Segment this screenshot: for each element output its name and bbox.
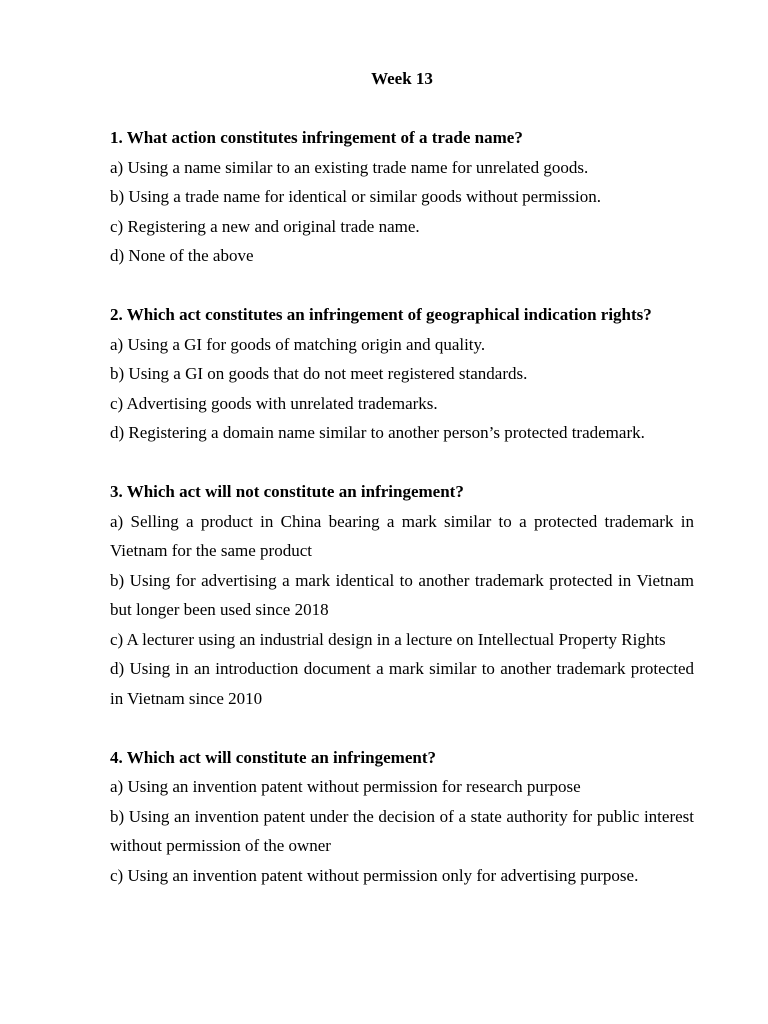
question-text: 4. Which act will constitute an infringement? xyxy=(110,747,436,767)
answer-option-d: d) Using in an introduction document a mark similar to another trademark protected in Vietnam since 2010 xyxy=(110,659,694,708)
answer-option-c: c) Advertising goods with unrelated trademarks. xyxy=(110,393,438,413)
question-text: 1. What action constitutes infringement of a trade name? xyxy=(110,128,523,147)
answer-option-a: a) Using an invention patent without permission for research purpose xyxy=(110,777,581,796)
answer-option-b: b) Using a trade name for identical or similar goods without permission. xyxy=(110,187,602,206)
question-3 xyxy=(110,477,694,713)
answer-option-a: a) Using a GI for goods of matching origin and quality. xyxy=(110,334,486,354)
answer-option-b: b) Using an invention patent under the decision of a state authority for public interest without permission of the owner xyxy=(110,806,694,855)
answer-option-d: d) Registering a domain name similar to another person’s protected trademark. xyxy=(110,423,645,442)
question-text: 3. Which act will not constitute an infringement? xyxy=(110,482,464,501)
question-2 xyxy=(110,300,694,448)
answer-option-c: c) Using an invention patent without permission only for advertising purpose. xyxy=(110,865,639,885)
answer-option-b: b) Using a GI on goods that do not meet registered standards. xyxy=(110,364,528,383)
question-1 xyxy=(110,123,694,271)
page-title: Week 13 xyxy=(371,69,433,88)
question-4 xyxy=(110,743,694,891)
answer-option-b: b) Using for advertising a mark identical to another trademark protected in Vietnam but longer been used since 2018 xyxy=(110,570,694,619)
answer-option-c: c) Registering a new and original trade name. xyxy=(110,216,420,236)
answer-option-d: d) None of the above xyxy=(110,246,254,265)
answer-option-a: a) Selling a product in China bearing a mark similar to a protected trademark in Vietnam for the same product xyxy=(110,511,694,560)
question-text: 2. Which act constitutes an infringement of geographical indication rights? xyxy=(110,305,652,324)
answer-option-c: c) A lecturer using an industrial design in a lecture on Intellectual Property Rights xyxy=(110,629,666,649)
document-page xyxy=(110,64,694,920)
answer-option-a: a) Using a name similar to an existing trade name for unrelated goods. xyxy=(110,157,589,177)
